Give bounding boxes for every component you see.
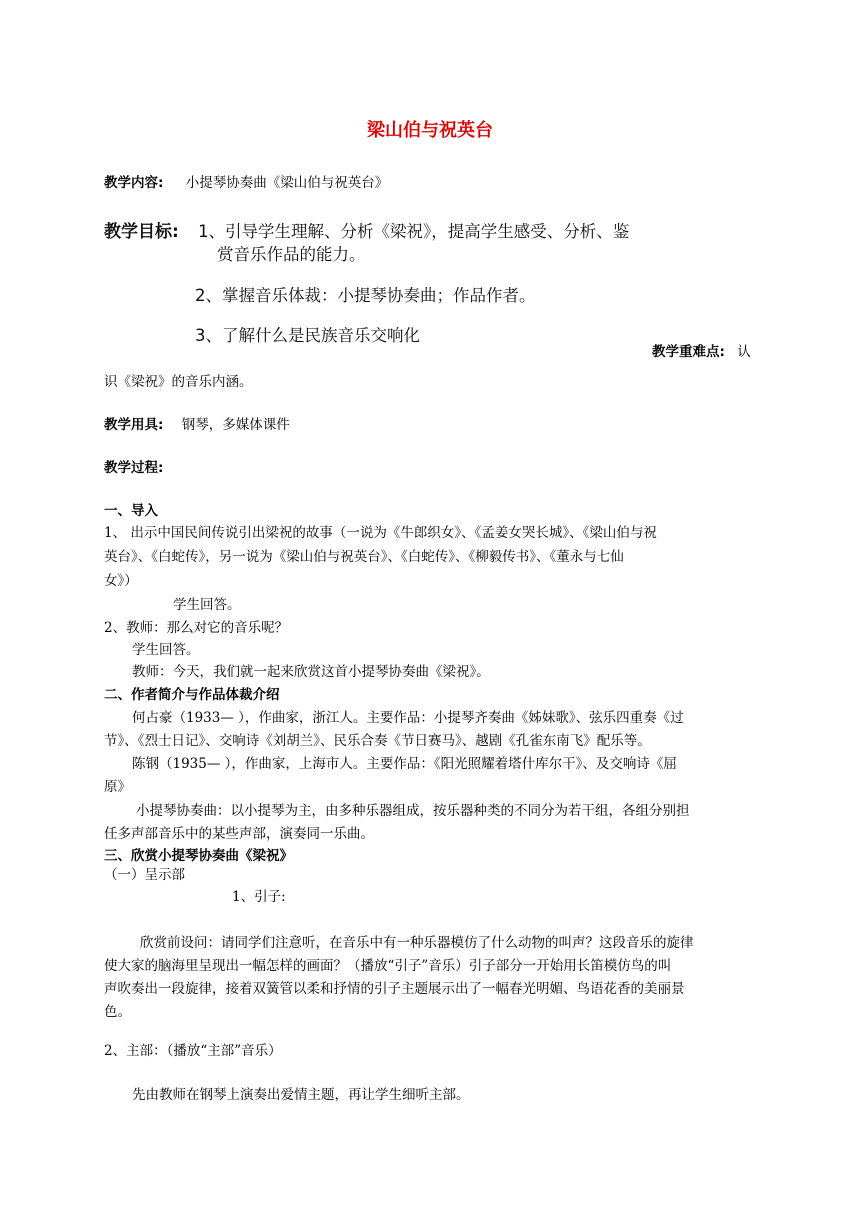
sec1-p2: 2、教师：那么对它的音乐呢？ — [104, 620, 289, 636]
sec1-answer-1: 学生回答。 — [173, 597, 241, 613]
sec1-p1-line-3: 女》） — [104, 573, 138, 589]
sec1-p1-line-1: 1、 出示中国民间传说引出梁祝的故事（一说为《牛郎织女》、《孟姜女哭长城》、《梁山伯与祝 — [104, 525, 657, 541]
goal-1-line-1: 1、引导学生理解、分析《梁祝》，提高学生感受、分析、鉴 — [198, 222, 630, 241]
goals-label: 教学目标: — [104, 222, 179, 242]
sec3-main-desc: 先由教师在钢琴上演奏出爱情主题，再让学生细听主部。 — [132, 1087, 470, 1103]
sec1-p1-line-2: 英台》、《白蛇传》，另一说为《梁山伯与祝英台》、《白蛇传》、《柳毅传书》、《董永与七仙 — [104, 549, 624, 565]
goal-2: 2、掌握音乐体裁：小提琴协奏曲；作品作者。 — [195, 286, 536, 305]
section-1-heading: 一、导入 — [104, 503, 158, 519]
sec3-question-line-4: 色。 — [104, 1004, 131, 1020]
goal-1-line-2: 赏音乐作品的能力。 — [217, 245, 366, 264]
sec1-p3: 教师：今天，我们就一起来欣赏这首小提琴协奏曲《梁祝》。 — [132, 664, 490, 680]
process-label: 教学过程: — [104, 460, 164, 476]
sec1-answer-2: 学生回答。 — [132, 642, 200, 658]
sec3-subheading: （一）呈示部 — [104, 867, 185, 883]
sec2-genre-line-1: 小提琴协奏曲：以小提琴为主，由多种乐器组成，按乐器种类的不同分为若干组，各组分别担 — [136, 803, 690, 819]
tools-line — [104, 417, 290, 433]
sec2-chen-line-2: 原》 — [104, 779, 131, 795]
content-value: 小提琴协奏曲《梁山伯与祝英台》 — [185, 175, 389, 191]
sec2-chen-line-1: 陈钢（1935— ），作曲家，上海市人。主要作品：《阳光照耀着塔什库尔干》、及交响诗《屈 — [132, 756, 677, 772]
sec3-intro: 1、引子: — [232, 889, 286, 905]
content-label: 教学内容: — [104, 175, 164, 191]
tools-label: 教学用具: — [104, 417, 164, 433]
sec3-main: 2、主部：（播放“主部”音乐） — [104, 1043, 282, 1059]
difficulty-line-1 — [652, 344, 751, 360]
sec2-he-line-2: 节》、《烈士日记》、交响诗《刘胡兰》、民乐合奏《节日赛马》、越剧《孔雀东南飞》配乐等。 — [104, 733, 651, 749]
sec2-genre-line-2: 任多声部音乐中的某些声部，演奏同一乐曲。 — [104, 826, 374, 842]
section-3-heading: 三、欣赏小提琴协奏曲《梁祝》 — [104, 848, 293, 864]
sec3-question-line-3: 声吹奏出一段旋律，接着双簧管以柔和抒情的引子主题展示出了一幅春光明媚、鸟语花香的美丽景 — [104, 981, 685, 997]
section-2-heading: 二、作者简介与作品体裁介绍 — [104, 687, 280, 703]
difficulty-label: 教学重难点: — [652, 344, 725, 360]
document-title: 梁山伯与祝英台 — [367, 120, 493, 141]
sec2-he-line-1: 何占豪（1933— ），作曲家，浙江人。主要作品：小提琴齐奏曲《姊妹歌》、弦乐四重奏《过 — [132, 710, 684, 726]
difficulty-line-2: 识《梁祝》的音乐内涵。 — [104, 374, 253, 390]
goals-line-1 — [104, 222, 629, 242]
tools-value: 钢琴，多媒体课件 — [181, 417, 290, 433]
goal-3: 3、了解什么是民族音乐交响化 — [195, 326, 420, 345]
sec3-question-line-1: 欣赏前设问：请同学们注意听，在音乐中有一种乐器模仿了什么动物的叫声？这段音乐的旋律 — [140, 935, 694, 951]
content-line — [104, 175, 388, 191]
difficulty-value-start: 认 — [737, 344, 751, 360]
sec3-question-line-2: 使大家的脑海里呈现出一幅怎样的画面？（播放“引子”音乐）引子部分一开始用长笛模仿鸟的叫 — [104, 958, 672, 974]
